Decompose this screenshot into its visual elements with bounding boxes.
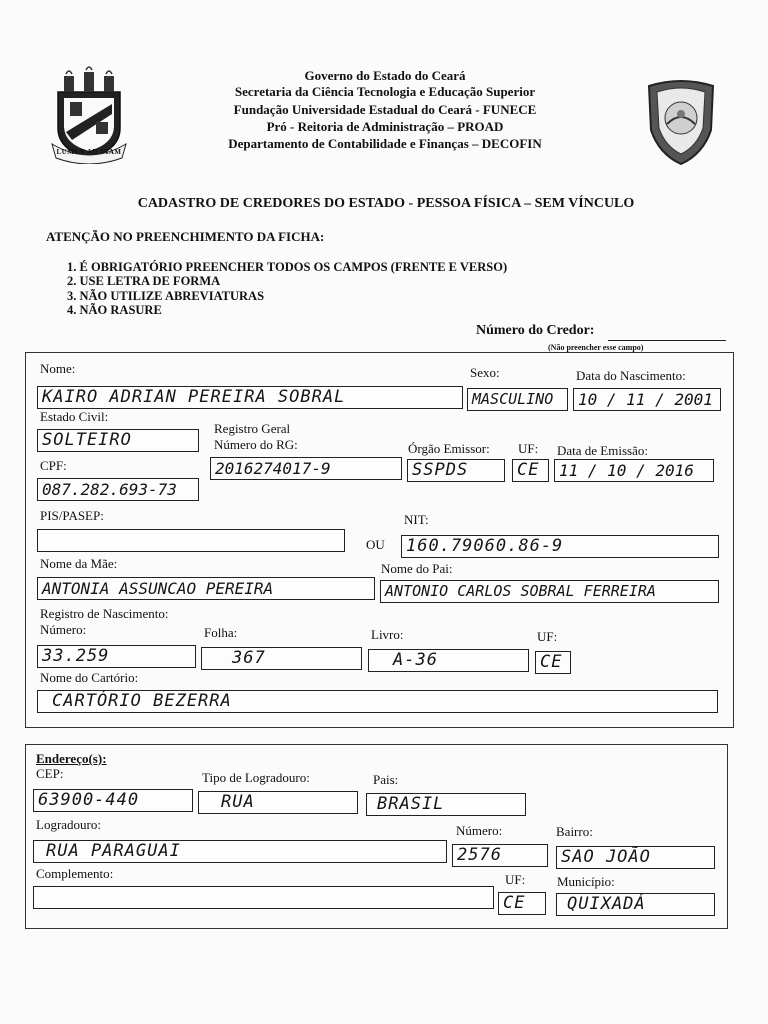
mae-field[interactable] bbox=[37, 577, 375, 600]
mae-label: Nome da Mãe: bbox=[40, 556, 118, 571]
registro-nascimento-label: Registro de Nascimento: bbox=[40, 606, 169, 621]
nascimento-value: 10 / 11 / 2001 bbox=[578, 390, 713, 409]
tipo-label: Tipo de Logradouro: bbox=[202, 770, 310, 785]
uf-rg-value: CE bbox=[517, 460, 540, 480]
header-line-1: Governo do Estado do Ceará bbox=[304, 68, 466, 83]
end-numero-value: 2576 bbox=[457, 845, 502, 865]
rg-label: Número do RG: bbox=[214, 437, 298, 452]
attention-heading: ATENÇÃO NO PREENCHIMENTO DA FICHA: bbox=[46, 229, 325, 244]
page-title: CADASTRO DE CREDORES DO ESTADO - PESSOA FÍSICA – SEM VÍNCULO bbox=[137, 196, 635, 211]
ou-label: OU bbox=[366, 537, 385, 552]
header-line-3: Fundação Universidade Estadual do Ceará - FUNECE bbox=[233, 102, 537, 117]
nome-label: Nome: bbox=[40, 361, 76, 376]
instruction-4: 4. NÃO RASURE bbox=[67, 303, 162, 317]
cep-label: CEP: bbox=[36, 766, 64, 781]
sexo-field[interactable] bbox=[467, 388, 568, 411]
bairro-value: SAO JOÃO bbox=[561, 847, 651, 867]
nit-label: NIT: bbox=[404, 512, 429, 527]
nome-value: KAIRO ADRIAN PEREIRA SOBRAL bbox=[42, 387, 346, 407]
address-title: Endereço(s): bbox=[36, 751, 107, 766]
sexo-value: MASCULINO bbox=[472, 390, 554, 408]
cep-value: 63900-440 bbox=[38, 790, 140, 810]
estado-civil-value: SOLTEIRO bbox=[42, 430, 132, 450]
municipio-label: Município: bbox=[557, 874, 615, 889]
reg-numero-label: Número: bbox=[40, 622, 87, 637]
nit-value: 160.79060.86-9 bbox=[406, 536, 564, 556]
municipio-value: QUIXADÁ bbox=[567, 894, 646, 914]
emissao-value: 11 / 10 / 2016 bbox=[559, 461, 694, 480]
uf-reg-label: UF: bbox=[537, 629, 558, 644]
estado-civil-field[interactable] bbox=[37, 429, 199, 452]
cartorio-field[interactable] bbox=[37, 690, 718, 713]
nome-field[interactable] bbox=[37, 386, 463, 409]
pai-value: ANTONIO CARLOS SOBRAL FERREIRA bbox=[385, 582, 656, 600]
cpf-label: CPF: bbox=[40, 458, 67, 473]
pai-field[interactable] bbox=[380, 580, 719, 603]
instruction-1: 1. É OBRIGATÓRIO PREENCHER TODOS OS CAMPOS (FRENTE E VERSO) bbox=[67, 260, 508, 274]
instruction-2: 2. USE LETRA DE FORMA bbox=[67, 274, 221, 288]
pais-value: BRASIL bbox=[377, 794, 445, 814]
bairro-field[interactable] bbox=[556, 846, 715, 869]
pais-field[interactable] bbox=[366, 793, 526, 816]
pis-label: PIS/PASEP: bbox=[40, 508, 104, 523]
ceara-shield-icon bbox=[643, 74, 719, 166]
tipo-value: RUA bbox=[221, 792, 255, 812]
cartorio-label: Nome do Cartório: bbox=[40, 670, 139, 685]
complemento-field[interactable] bbox=[33, 886, 494, 909]
livro-field[interactable] bbox=[368, 649, 529, 672]
municipio-field[interactable] bbox=[556, 893, 715, 916]
creditor-number-note: (Não preencher esse campo) bbox=[548, 343, 644, 352]
pai-label: Nome do Pai: bbox=[381, 561, 453, 576]
nascimento-field[interactable] bbox=[573, 388, 721, 411]
logradouro-label: Logradouro: bbox=[36, 817, 101, 832]
pis-field[interactable] bbox=[37, 529, 345, 552]
folha-field[interactable] bbox=[201, 647, 362, 670]
mae-value: ANTONIA ASSUNCAO PEREIRA bbox=[42, 579, 274, 598]
folha-label: Folha: bbox=[204, 625, 238, 640]
livro-label: Livro: bbox=[371, 627, 404, 642]
folha-value: 367 bbox=[232, 648, 266, 668]
orgao-value: SSPDS bbox=[412, 460, 469, 480]
logradouro-value: RUA PARAGUAI bbox=[46, 841, 181, 861]
bairro-label: Bairro: bbox=[556, 824, 593, 839]
header-line-2: Secretaria da Ciência Tecnologia e Educação Superior bbox=[234, 84, 536, 99]
estado-civil-label: Estado Civil: bbox=[40, 409, 109, 424]
tipo-field[interactable] bbox=[198, 791, 358, 814]
emissao-field[interactable] bbox=[554, 459, 714, 482]
orgao-field[interactable] bbox=[407, 459, 505, 482]
header-line-4: Pró - Reitoria de Administração – PROAD bbox=[266, 119, 504, 134]
reg-numero-value: 33.259 bbox=[42, 646, 110, 666]
header-line-5: Departamento de Contabilidade e Finanças – DECOFIN bbox=[228, 136, 542, 151]
crest-motto: LUMEN AD VIAM bbox=[56, 148, 122, 156]
uf-rg-label: UF: bbox=[518, 441, 539, 456]
uf-reg-field[interactable] bbox=[535, 651, 571, 674]
cep-field[interactable] bbox=[33, 789, 193, 812]
logradouro-field[interactable] bbox=[33, 840, 447, 863]
reg-numero-field[interactable] bbox=[37, 645, 196, 668]
end-uf-field[interactable] bbox=[498, 892, 546, 915]
rg-field[interactable] bbox=[210, 457, 402, 480]
creditor-number-label: Número do Credor: bbox=[476, 323, 595, 338]
livro-value: A-36 bbox=[393, 650, 438, 670]
emissao-label: Data de Emissão: bbox=[557, 443, 648, 458]
pais-label: Pais: bbox=[373, 772, 399, 787]
complemento-label: Complemento: bbox=[36, 866, 114, 881]
nascimento-label: Data do Nascimento: bbox=[576, 368, 686, 383]
cpf-value: 087.282.693-73 bbox=[42, 480, 177, 499]
nit-field[interactable] bbox=[401, 535, 719, 558]
cpf-field[interactable] bbox=[37, 478, 199, 501]
uf-rg-field[interactable] bbox=[512, 459, 549, 482]
sexo-label: Sexo: bbox=[470, 365, 500, 380]
rg-value: 2016274017-9 bbox=[215, 459, 331, 478]
orgao-label: Órgão Emissor: bbox=[408, 441, 490, 456]
uf-reg-value: CE bbox=[540, 652, 563, 672]
cartorio-value: CARTÓRIO BEZERRA bbox=[52, 691, 232, 711]
end-numero-label: Número: bbox=[456, 823, 503, 838]
end-numero-field[interactable] bbox=[452, 844, 548, 867]
end-uf-label: UF: bbox=[505, 872, 526, 887]
end-uf-value: CE bbox=[503, 893, 526, 913]
instruction-3: 3. NÃO UTILIZE ABREVIATURAS bbox=[67, 289, 265, 303]
registro-geral-label: Registro Geral bbox=[214, 421, 291, 436]
